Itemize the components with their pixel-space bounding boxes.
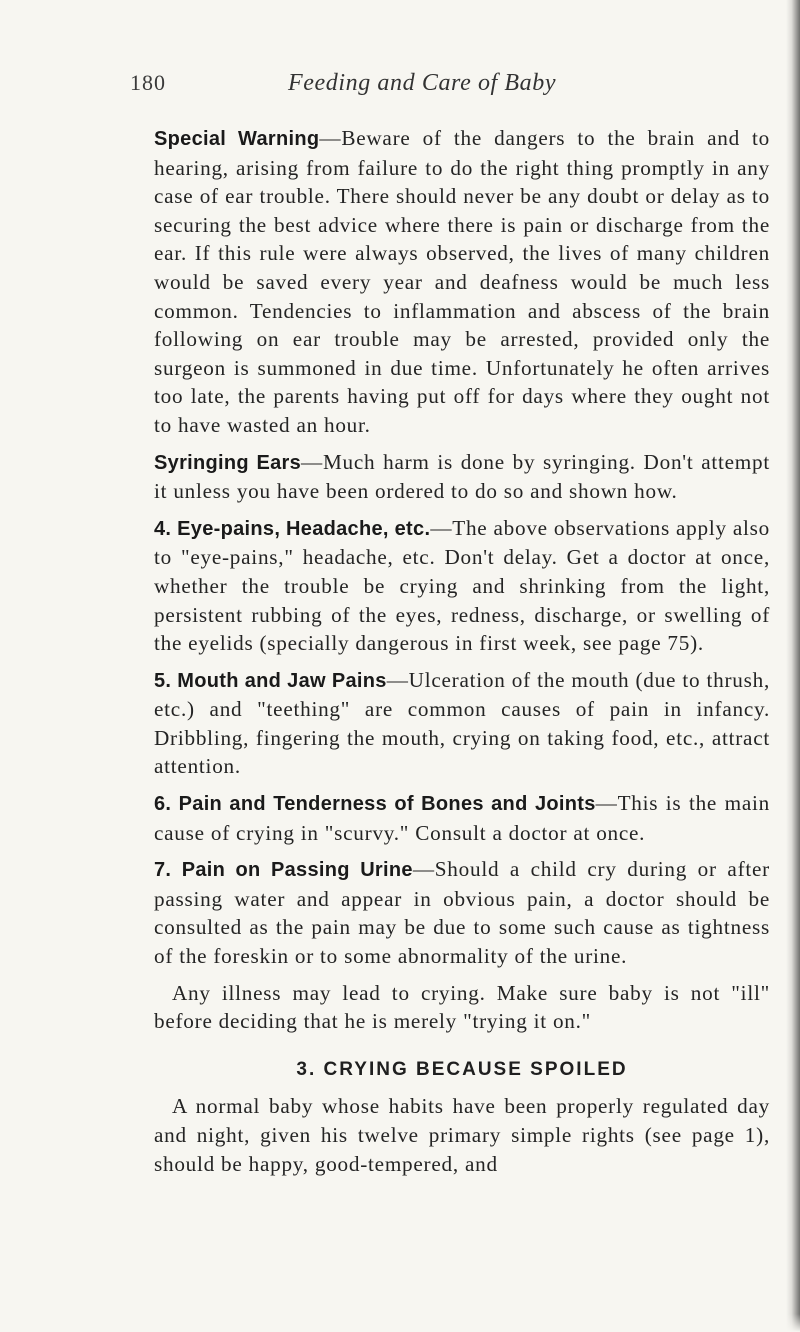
paragraph-passing-urine	[154, 855, 770, 970]
paragraph-text: —Beware of the dangers to the brain and to hearing, arising from failure to do the right thing promptly in any case of ear trouble. There should never be any doubt or delay as to securing the best advice where there is pain or discharge from the ear. If this rule were always observed, the lives of many children would be saved every year and deafness would be much less common. Tendencies to inflammation and abscess of the brain following on ear trouble may be arrested, provided only the surgeon is summoned in due time. Unfortunately he often arrives too late, the parents having put off for days where they ought not to have wasted an hour.	[154, 126, 770, 437]
paragraph-mouth-jaw-pains	[154, 666, 770, 781]
paragraph-heading: 7. Pain on Passing Urine	[154, 859, 413, 882]
running-head	[130, 64, 770, 104]
paragraph-special-warning	[154, 124, 770, 440]
paragraph-text: —This is the main cause of crying in "scurvy." Consult a doctor at once.	[154, 791, 770, 845]
page-edge-shadow	[786, 0, 800, 1332]
paragraph-heading: 6. Pain and Tenderness of Bones and Joints	[154, 793, 596, 816]
paragraph-text: —The above observations apply also to "eye-pains," headache, etc. Don't delay. Get a doctor at once, whether the trouble be crying and shrinking from the light, persistent rubbing of the eyes, redness, discharge, or swelling of the eyelids (specially dangerous in first week, see page 75).	[154, 515, 771, 656]
section-title: 3. CRYING BECAUSE SPOILED	[296, 1058, 628, 1080]
paragraph-heading: Syringing Ears	[154, 451, 302, 474]
page-number: 180	[130, 70, 166, 95]
paragraph-any-illness: Any illness may lead to crying. Make sure baby is not "ill" before deciding that he is merely "trying it on."	[154, 980, 770, 1034]
paragraph-eye-pains	[154, 514, 770, 658]
paragraph-syringing-ears	[154, 448, 770, 506]
book-title: Feeding and Care of Baby	[288, 70, 557, 96]
paragraph-heading: Special Warning	[154, 128, 320, 150]
paragraph-text: —Ulceration of the mouth (due to thrush, etc.) and "teething" are common causes of pain in infancy. Dribbling, fingering the mouth, crying on taking food, etc., attract attention.	[154, 667, 770, 779]
paragraph-bones-joints	[154, 789, 770, 847]
paragraph-text: —Much harm is done by syringing. Don't attempt it unless you have been ordered to do so and shown how.	[154, 449, 771, 504]
page-bottom-fade	[0, 1314, 800, 1332]
paragraph-crying-spoiled: A normal baby whose habits have been properly regulated day and night, given his twelve primary simple rights (see page 1), should be happy, good-tempered, and	[154, 1094, 770, 1176]
paragraph-heading: 5. Mouth and Jaw Pains	[154, 669, 387, 692]
paragraph-heading: 4. Eye-pains, Headache, etc.	[154, 517, 431, 540]
body-text	[154, 124, 770, 1186]
paragraph-text: —Should a child cry during or after passing water and appear in obvious pain, a doctor should be consulted as the pain may be due to some such cause as tightness of the foreskin or to some abnormality of the urine.	[154, 857, 770, 969]
